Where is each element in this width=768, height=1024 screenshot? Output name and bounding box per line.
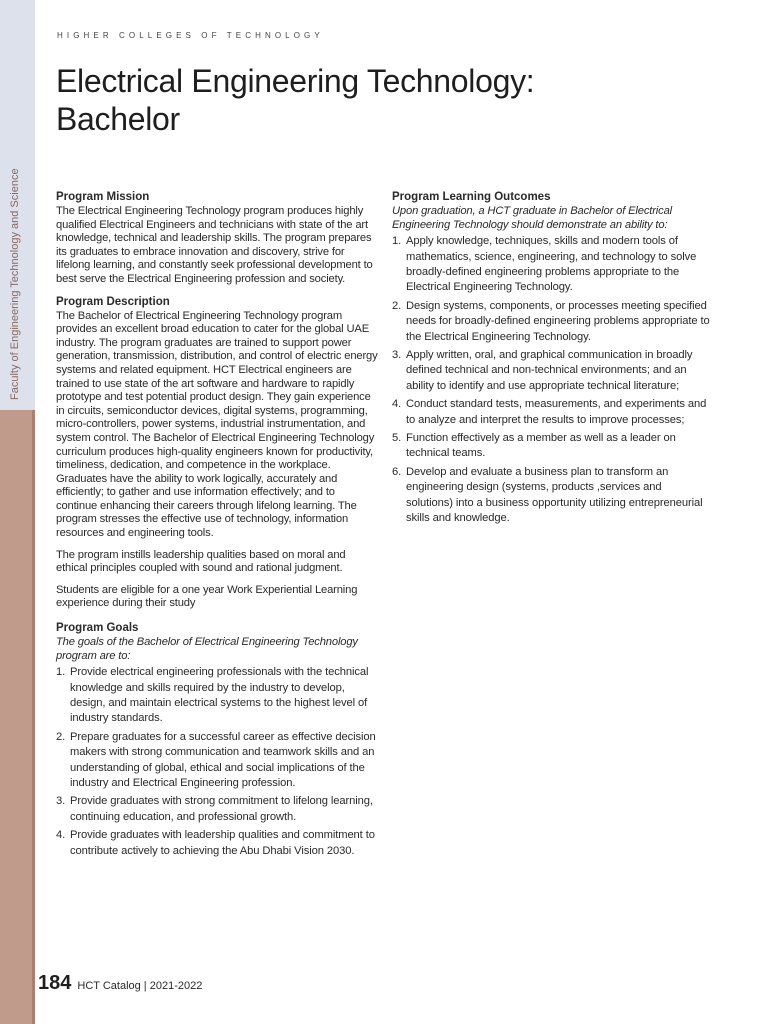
faculty-label: Faculty of Engineering Technology and Science: [9, 168, 21, 400]
item-text: Prepare graduates for a successful career as effective decision makers with strong communication and teamwork skills and an understanding of global, ethical and social implications of the industry and Electrical Engineering profession.: [70, 730, 376, 790]
side-bar-bottom: [0, 410, 35, 1024]
goals-intro: The goals of the Bachelor of Electrical Engineering Technology program are to:: [56, 636, 358, 662]
title-line-2: Bachelor: [56, 101, 180, 137]
item-number: 2.: [392, 299, 402, 312]
item-text: Conduct standard tests, measurements, and experiments and to analyze and interpret the results to improve processes;: [406, 398, 707, 426]
org-header: HIGHER COLLEGES OF TECHNOLOGY: [57, 31, 324, 40]
mission-text: The Electrical Engineering Technology program produces highly qualified Electrical Engineers and technicians with state of the art knowledge, technical and leadership skills. The program prepares its graduates to embrace innovation and discovery, strive for lifelong learning, and constantly seek professional development to best serve the Electrical Engineering profession and society.: [56, 205, 373, 285]
page-footer: [38, 972, 202, 995]
page-title: [56, 62, 696, 138]
mission-heading: Program Mission: [56, 191, 150, 203]
list-item: [56, 730, 378, 792]
item-text: Provide graduates with leadership qualities and commitment to contribute actively to achieving the Abu Dhabi Vision 2030.: [70, 829, 375, 857]
item-text: Apply knowledge, techniques, skills and modern tools of mathematics, science, engineering, and technology to solve broadly-defined engineering problems appropriate to the Electrical Engineering Technology.: [406, 235, 697, 294]
item-number: 3.: [392, 349, 402, 362]
description-heading: Program Description: [56, 295, 170, 308]
title-line-1: Electrical Engineering Technology:: [56, 63, 535, 99]
catalog-label: HCT Catalog | 2021-2022: [77, 980, 203, 992]
outcomes-list: [392, 234, 710, 526]
right-column: [392, 190, 710, 530]
side-bar-line: [32, 410, 35, 1024]
list-item: [392, 348, 710, 394]
item-text: Function effectively as a member as well as a leader on technical teams.: [406, 432, 676, 460]
item-text: Provide electrical engineering professionals with the technical knowledge and skills required by the industry to develop, design, and maintain electrical systems to the highest level of industry standards.: [70, 666, 369, 725]
item-number: 6.: [392, 465, 402, 478]
item-text: Apply written, oral, and graphical communication in broadly defined technical and non-technical environments; and an ability to identify and use appropriate technical literature;: [406, 349, 693, 392]
outcomes-heading: Program Learning Outcomes: [392, 191, 551, 203]
description-paragraph: The program instills leadership qualities based on moral and ethical principles coupled with sound and rational judgment.: [56, 548, 346, 575]
item-text: Develop and evaluate a business plan to transform an engineering design (systems, products ,services and solutions) into a business opportunity utilizing entrepreneurial skills and knowledge.: [406, 465, 703, 525]
goals-list: [56, 665, 378, 859]
left-column: [56, 190, 378, 862]
item-text: Design systems, components, or processes meeting specified needs for broadly-defined engineering problems appropriate to the Electrical Engineering Technology.: [406, 299, 710, 343]
item-text: Provide graduates with strong commitment to lifelong learning, continuing education, and professional growth.: [70, 795, 373, 823]
description-paragraph: Students are eligible for a one year Work Experiential Learning experience during their study: [56, 583, 358, 610]
item-number: 3.: [56, 795, 66, 808]
item-number: 2.: [56, 730, 66, 743]
item-number: 4.: [56, 829, 66, 842]
list-item: [56, 794, 378, 825]
list-item: [392, 431, 710, 462]
list-item: [392, 234, 710, 296]
side-bar: [0, 0, 35, 1024]
item-number: 1.: [56, 666, 66, 679]
list-item: [56, 828, 378, 859]
page-number: 184: [38, 972, 72, 994]
item-number: 4.: [392, 398, 402, 411]
item-number: 5.: [392, 432, 402, 445]
list-item: [392, 299, 710, 345]
goals-heading: Program Goals: [56, 622, 139, 635]
list-item: [56, 665, 378, 727]
description-paragraph: The Bachelor of Electrical Engineering Technology program provides an excellent broad education to cater for the global UAE industry. The program graduates are trained to support power generation, transmission, distribution, and control of electric energy systems and related equipment. HCT Electrical engineers are trained to use state of the art software and hardware to rapidly prototype and test potential product design. They gain experience in circuits, semiconductor devices, digital systems, programming, micro-controllers, power systems, industrial instrumentation, and system control. The Bachelor of Electrical Engineering Technology curriculum produces high-quality engineers known for productivity, timeliness, dedication, and competence in the workplace. Graduates have the ability to work logically, accurately and efficiently; to gather and use information effectively; and to continue enhancing their careers through lifelong learning. The program stresses the effective use of technology, information resources and engineering tools.: [56, 309, 378, 540]
item-number: 1.: [392, 235, 402, 248]
list-item: [392, 465, 710, 527]
outcomes-intro: Upon graduation, a HCT graduate in Bachelor of Electrical Engineering Technology should demonstrate an ability to:: [392, 205, 672, 231]
list-item: [392, 397, 710, 428]
